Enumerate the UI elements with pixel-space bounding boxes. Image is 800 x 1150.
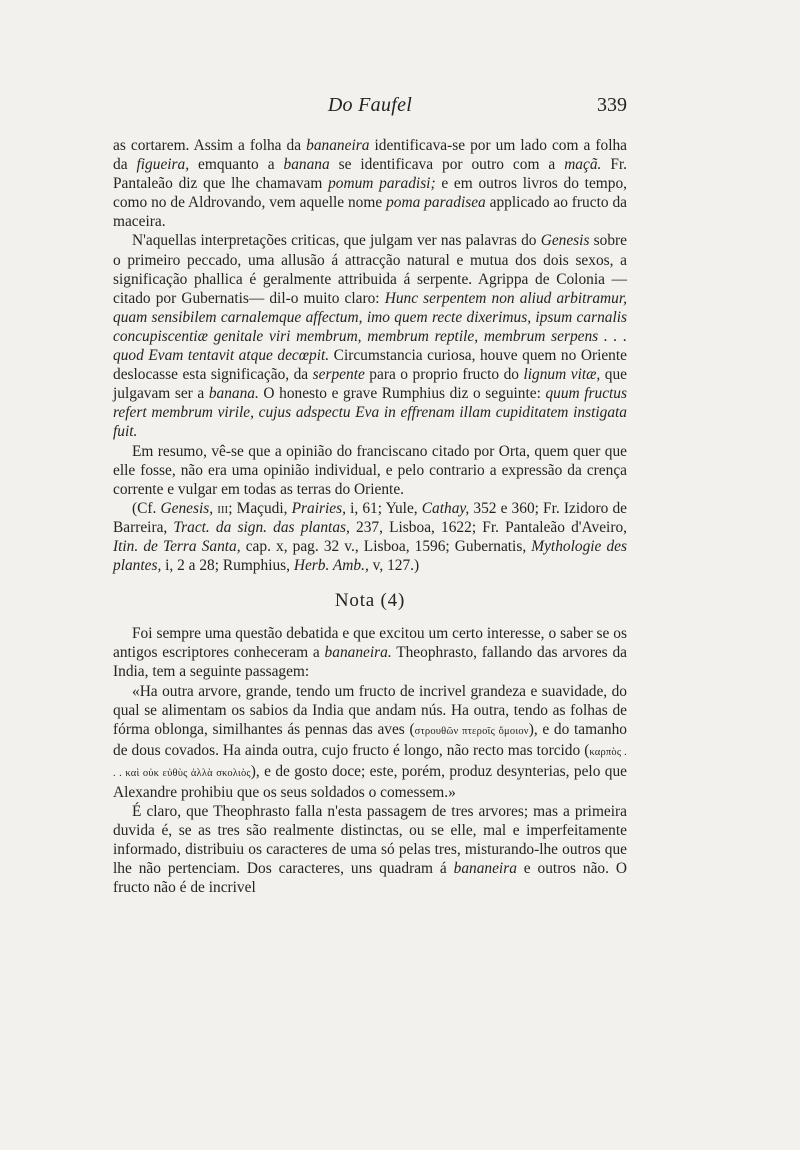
italic-text: Tract. da sign. das plantas,: [173, 518, 350, 536]
text-run: e outros não. O fructo não é de incrivel: [113, 860, 627, 897]
italic-text: Genesis: [540, 232, 590, 250]
running-title: Do Faufel: [327, 94, 413, 116]
italic-text: Itin. de Terra Santa,: [113, 537, 241, 555]
greek-text: καρπὸς . . . καὶ οὐκ εὐθὺς ἀλλὰ σκολιὸς: [113, 746, 628, 779]
italic-text: quum fructus refert membrum virile, cujus adspectu Eva in effrenam illam cupiditatem instigata fuit.: [113, 385, 627, 441]
text-run: 352 e 360; Fr. Izidoro de Barreira,: [113, 499, 627, 536]
italic-text: Cathay,: [421, 499, 470, 517]
italic-text: Prairies,: [291, 499, 346, 517]
text-run: (Cf.: [132, 499, 161, 517]
text-run: ; Maçudi,: [228, 499, 292, 517]
text-run: identificava-se por um lado com a folha da: [113, 137, 627, 174]
paragraph: [113, 136, 627, 231]
text-run: ), e do tamanho de dous covados. Ha ainda outra, cujo fructo é longo, não recto mas torcido (: [113, 720, 627, 759]
greek-text: στρουθῶν πτεροῖς ὅμοιον: [414, 725, 529, 737]
text-run: se identificava por outro com a: [329, 156, 565, 174]
text-run: emquanto a: [189, 156, 284, 174]
text-run: 237, Lisboa, 1622; Fr. Pantaleão d'Aveiro,: [349, 518, 627, 536]
text-run: e em outros livros do tempo, como no de Aldrovando, vem aquelle nome: [113, 175, 627, 212]
italic-text: lignum vitæ,: [523, 366, 601, 384]
text-run: Em resumo, vê-se que a opinião do franciscano citado por Orta, quem quer que elle fosse, não era uma opinião individual, e pelo contrario a expressão da crença corrente e vulgar em todas as terras do Oriente.: [113, 442, 627, 498]
text-run: sobre o primeiro peccado, uma allusão á attracção natural e mutua dos dois sexos, a significação phallica é geralmente attribuida á serpente. Agrippa de Colonia —citado por Gubernatis— dil-o muito claro:: [113, 232, 627, 307]
italic-text: poma paradisea: [386, 194, 486, 212]
italic-text: bananeira: [453, 860, 517, 878]
paragraph: [113, 802, 627, 897]
italic-text: Mythologie des plantes,: [113, 537, 627, 575]
text-run: É claro, que Theophrasto falla n'esta passagem de tres arvores; mas a primeira duvida é, se as tres são realmente distinctas, ou se elle, mal e imperfeitamente informado, distribuiu os caracteres de uma só pelas tres, misturando-lhe outros que lhe não pertenciam. Dos caracteres, uns quadram á: [113, 803, 627, 878]
text-run: Foi sempre uma questão debatida e que excitou um certo interesse, o saber se os antigos escriptores conheceram a: [113, 625, 627, 662]
running-head: [113, 94, 627, 124]
text-run: para o proprio fructo do: [364, 366, 524, 384]
text-run: applicado ao fructo da maceira.: [113, 194, 627, 231]
text-run: ), e de gosto doce; este, porém, produz desynterias, pelo que Alexandre prohibiu que os seus soldados o comessem.»: [113, 762, 627, 801]
text-run: v, 127.): [368, 557, 420, 575]
paragraph: [113, 682, 627, 803]
paragraph: [113, 499, 627, 575]
paragraph: [113, 231, 627, 441]
note-heading: Nota (4): [334, 590, 406, 612]
text-run: «Ha outra arvore, grande, tendo um fructo de incrivel grandeza e suavidade, do qual se alimentam os sabios da India que andam nús. Ha outra, tendo as folhas de fórma oblonga, similhantes ás pennas das aves (: [113, 682, 627, 738]
note-text: [113, 624, 627, 897]
italic-text: bananeira.: [324, 644, 392, 662]
italic-text: Genesis,: [160, 499, 214, 517]
paragraph: [113, 442, 627, 499]
italic-text: figueira,: [136, 156, 190, 174]
text-run: cap. x, pag. 32 v., Lisboa, 1596; Gubernatis,: [240, 537, 532, 555]
page-number: 339: [597, 94, 627, 116]
text-run: N'aquellas interpretações criticas, que julgam ver nas palavras do: [132, 232, 541, 250]
italic-text: bananeira: [306, 137, 370, 154]
text-run: que julgavam ser a: [113, 366, 627, 403]
roman-numeral: iii: [217, 499, 229, 517]
text-run: Fr. Pantaleão diz que lhe chamavam: [113, 156, 628, 193]
italic-text: banana: [283, 156, 330, 174]
text-run: Theophrasto, fallando das arvores da India, tem a seguinte passagem:: [113, 644, 627, 681]
text-run: as cortarem. Assim a folha da: [113, 137, 307, 154]
italic-text: serpente: [312, 366, 365, 384]
text-run: O honesto e grave Rumphius diz o seguinte:: [258, 385, 546, 403]
italic-text: Herb. Amb.,: [293, 557, 369, 575]
text-run: Circumstancia curiosa, houve quem no Oriente deslocasse esta significação, da: [113, 347, 627, 384]
main-text: [113, 136, 627, 575]
italic-text: maçã.: [564, 156, 602, 174]
page-body: [113, 136, 627, 898]
text-run: i, 61; Yule,: [345, 499, 422, 517]
paragraph: [113, 624, 627, 681]
italic-text: banana.: [208, 385, 259, 403]
italic-text: Hunc serpentem non aliud arbitramur, quam sensibilem carnalemque affectum, imo quem recte dixerimus, ipsum carnalis concupiscentiæ genitale viri membrum, membrum reptile, membrum serpens . . . quod Evam tentavit atque decœpit.: [113, 289, 627, 365]
italic-text: pomum paradisi;: [328, 175, 436, 193]
text-run: i, 2 a 28; Rumphius,: [161, 557, 294, 575]
